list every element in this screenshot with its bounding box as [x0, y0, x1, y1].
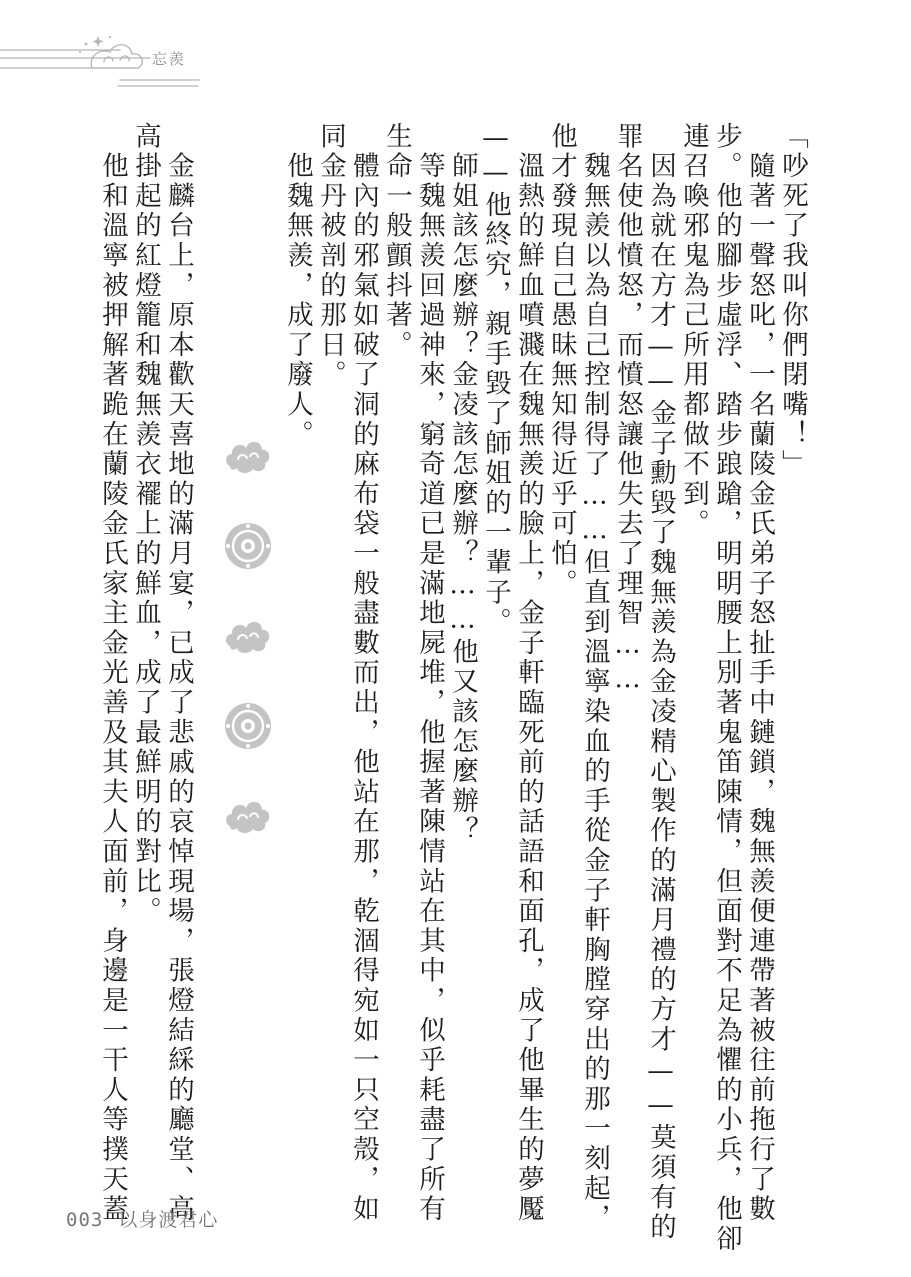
text-column: 「吵死了我叫你們閉嘴！」 — [777, 122, 808, 480]
text-column: 金麟台上，原本歡天喜地的滿月宴，已成了悲戚的哀悼現場，張燈結綵的廳堂、高 — [163, 122, 194, 1225]
text-column: ——他終究，親手毀了師姐的一輩子。 — [480, 122, 511, 638]
text-column: 步。他的腳步虛浮、踏步踉蹌，明明腰上別著鬼笛陳情，但面對不足為懼的小兵，他卻 — [711, 122, 742, 1255]
page-number: 003 — [66, 1209, 104, 1231]
text-column: 同金丹被剖的那日。 — [315, 122, 346, 391]
text-column: 師姐該怎麼辦？金凌該怎麼辦？……他又該怎麼辦？ — [447, 122, 478, 847]
text-column: 溫熱的鮮血噴濺在魏無羨的臉上，金子軒臨死前的話語和面孔，成了他畢生的夢魘 — [513, 122, 544, 1225]
text-column: 連召喚邪鬼為己所用都做不到。 — [678, 122, 709, 540]
text-column: 高掛起的紅燈籠和魏無羨衣襬上的鮮血，成了最鮮明的對比。 — [130, 122, 161, 927]
text-column: 魏無羨以為自己控制得了……但直到溫寧染血的手從金子軒胸膛穿出的那一刻起， — [579, 122, 610, 1234]
text-column: 他和溫寧被押解著跪在蘭陵金氏家主金光善及其夫人面前，身邊是一干人等撲天蓋 — [97, 122, 128, 1225]
cloud-ornament-icon — [222, 430, 274, 482]
text-column: 等魏無羨回過神來，窮奇道已是滿地屍堆，他握著陳情站在其中，似乎耗盡了所有 — [414, 122, 445, 1225]
cloud-ornament-icon — [222, 790, 274, 842]
text-column: 罪名使他憤怒，而憤怒讓他失去了理智…… — [612, 122, 643, 698]
text-column: 隨著一聲怒叱，一名蘭陵金氏弟子怒扯手中鏈鎖，魏無羨便連帶著被往前拖行了數 — [744, 122, 775, 1225]
header-title: 忘羨 — [152, 50, 187, 68]
text-column: 因為就在方才——金子勳毀了魏無羨為金凌精心製作的滿月禮的方才——莫須有的 — [645, 122, 676, 1243]
page-footer — [66, 1205, 218, 1232]
text-column: 體內的邪氣如破了洞的麻布袋一般盡數而出，他站在那，乾涸得宛如一只空殼，如 — [348, 122, 379, 1225]
chapter-title: 以身渡君心 — [118, 1209, 219, 1231]
cloud-ornament-icon — [222, 610, 274, 662]
round-ornament-icon — [222, 520, 274, 572]
text-column: 生命一般顫抖著。 — [381, 122, 412, 361]
round-ornament-icon — [222, 700, 274, 752]
text-column: 他魏無羨，成了廢人。 — [282, 122, 313, 450]
text-column: 他才發現自己愚昧無知得近乎可怕。 — [546, 122, 577, 599]
